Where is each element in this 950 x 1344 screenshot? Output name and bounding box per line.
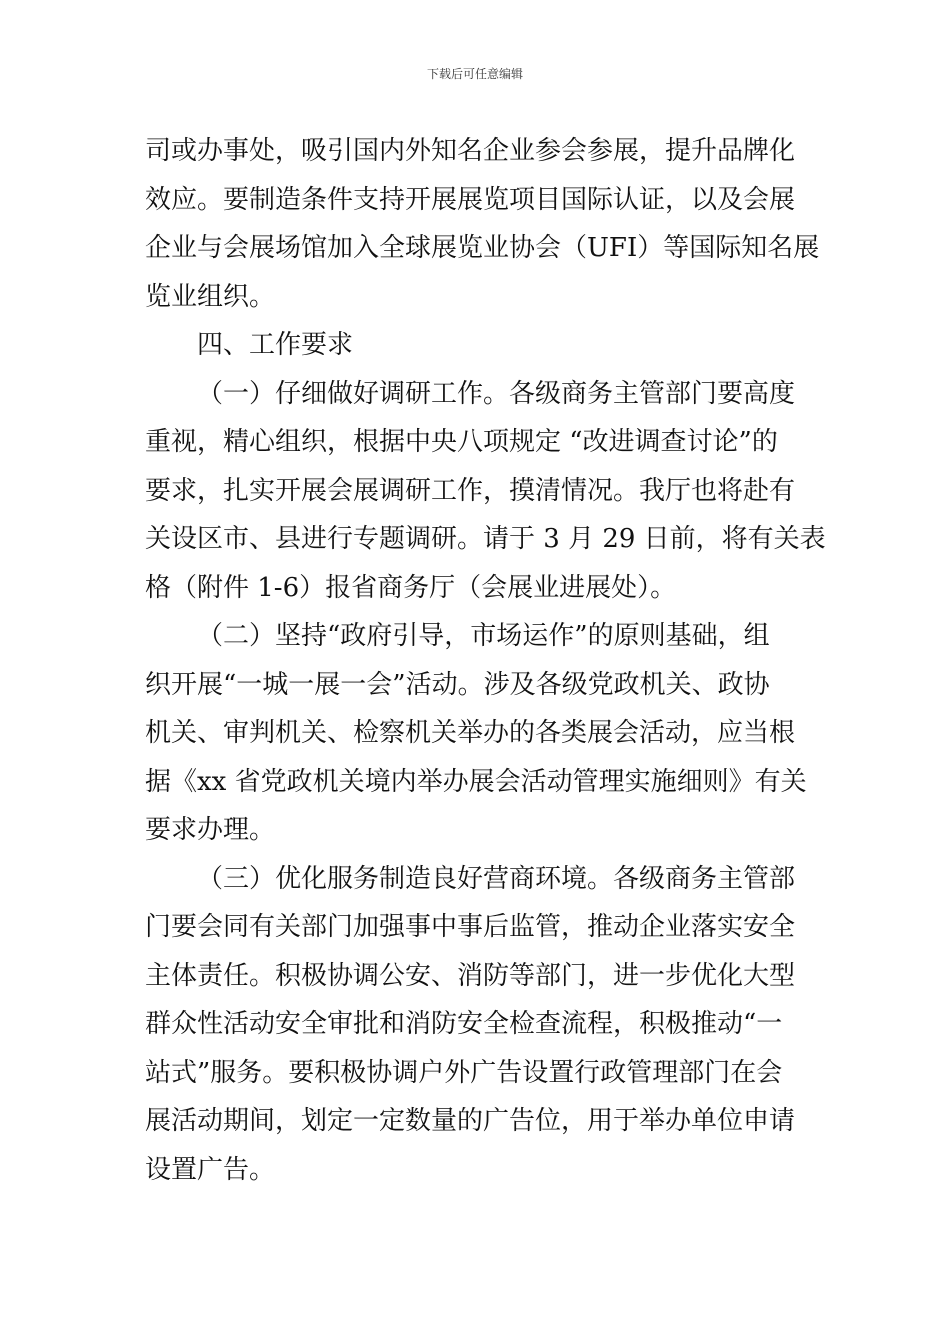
text-line: 设置广告。 — [145, 1154, 276, 1185]
page-header-note: 下载后可任意编辑 — [426, 67, 523, 81]
text-line: 据《xx 省党政机关境内举办展会活动管理实施细则》有关 — [145, 766, 807, 797]
text-line: 效应。要制造条件支持开展展览项目国际认证，以及会展 — [145, 184, 796, 215]
text-line: 展活动期间，划定一定数量的广告位，用于举办单位申请 — [145, 1106, 796, 1136]
text-line: 群众性活动安全审批和消防安全检查流程，积极推动“一 — [145, 1009, 783, 1039]
paragraph-start-line: （二）坚持“政府引导，市场运作”的原则基础，组 — [197, 621, 770, 651]
text-line: 格（附件 1-6）报省商务厅（会展业进展处）。 — [145, 572, 677, 603]
section-heading: 四、工作要求 — [197, 330, 354, 360]
text-line: 关设区市、县进行专题调研。请于 3 月 29 日前，将有关表 — [145, 524, 826, 554]
text-line: 司或办事处，吸引国内外知名企业参会参展，提升品牌化 — [145, 136, 796, 166]
text-line: 站式”服务。要积极协调户外广告设置行政管理部门在会 — [145, 1057, 783, 1088]
document-body — [145, 127, 826, 1194]
text-line: 要求，扎实开展会展调研工作，摸清情况。我厅也将赴有 — [145, 475, 796, 506]
text-line: 门要会同有关部门加强事中事后监管，推动企业落实安全 — [145, 912, 796, 942]
paragraph-start-line: （三）优化服务制造良好营商环境。各级商务主管部 — [197, 863, 796, 894]
text-line: 要求办理。 — [145, 815, 276, 845]
text-line: 织开展“一城一展一会”活动。涉及各级党政机关、政协 — [145, 669, 770, 700]
text-line: 览业组织。 — [145, 281, 276, 312]
text-line: 主体责任。积极协调公安、消防等部门，进一步优化大型 — [145, 960, 796, 991]
text-line: 机关、审判机关、检察机关举办的各类展会活动，应当根 — [145, 718, 796, 748]
text-line: 重视，精心组织，根据中央八项规定 “改进调查讨论”的 — [145, 427, 778, 457]
paragraph-start-line: （一）仔细做好调研工作。各级商务主管部门要高度 — [197, 378, 796, 409]
text-line: 企业与会展场馆加入全球展览业协会（UFI）等国际知名展 — [145, 233, 820, 263]
